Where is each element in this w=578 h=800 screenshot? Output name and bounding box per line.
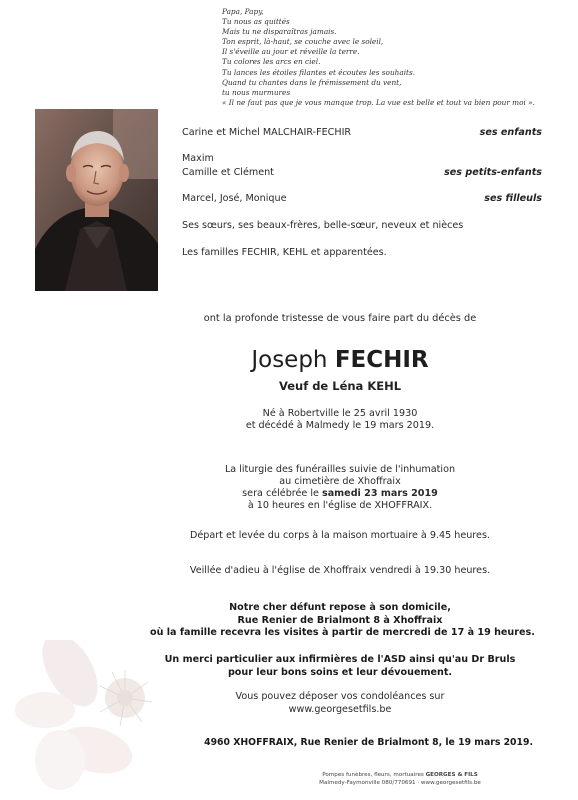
announcement-intro: ont la profonde tristesse de vous faire part du décès de — [203, 313, 477, 324]
deceased-surname: FECHIR — [334, 347, 429, 373]
poem-line: Quand tu chantes dans le frémissement du vent, — [222, 77, 402, 87]
footer-contact: Malmedy-Faymonville 080/770691 · www.georgesetfils.be — [319, 780, 481, 786]
portrait-photo — [35, 109, 158, 291]
funeral-line — [150, 488, 530, 500]
visitation-line: Rue Renier de Brialmont 8 à Xhoffraix — [237, 614, 443, 626]
poem-line: Papa, Papy, — [222, 7, 264, 16]
visitation-line: où la famille recevra les visites à partir de mercredi de 17 à 19 heures. — [150, 627, 535, 638]
deceased-spouse: Veuf de Léna KEHL — [278, 379, 402, 393]
departure-info: Départ et levée du corps à la maison mortuaire à 9.45 heures. — [189, 530, 490, 541]
death-line: et décédé à Malmedy le 19 mars 2019. — [245, 420, 435, 431]
footer-company: GEORGES & FILS — [425, 772, 478, 778]
visitation-info — [150, 602, 535, 640]
birth-line: Né à Robertville le 25 avril 1930 — [262, 408, 418, 419]
vigil-info: Veillée d'adieu à l'église de Xhoffraix vendredi à 19.30 heures. — [189, 565, 491, 576]
family-children-relation: ses enfants — [479, 127, 542, 138]
footer-services: Pompes funèbres, fleurs, mortuaires — [322, 772, 426, 778]
family-godchildren-relation: ses filleuls — [484, 193, 542, 204]
condolences-info — [150, 690, 530, 716]
poem-line: Tu nous as quittés — [222, 17, 290, 27]
poem-line: tu nous murmures — [222, 87, 291, 97]
family-godchildren-names: Marcel, José, Monique — [182, 193, 287, 204]
thanks-line: pour leur bons soins et leur dévouement. — [227, 666, 453, 678]
birth-death-info — [150, 408, 530, 432]
funeral-home-footer — [290, 771, 510, 787]
funeral-line: La liturgie des funérailles suivie de l'inhumation — [224, 464, 456, 475]
visitation-line: Notre cher défunt repose à son domicile, — [229, 602, 451, 613]
family-grandchildren-relation: ses petits-enfants — [444, 167, 542, 178]
poem-line: Tu colores les arcs en ciel. — [222, 57, 321, 67]
flower-decoration — [0, 640, 200, 800]
poem-line: Mais tu ne disparaîtras jamais. — [222, 27, 337, 37]
deceased-name — [150, 347, 530, 373]
thanks-message — [150, 654, 530, 679]
poem — [222, 7, 567, 108]
footer-line — [290, 771, 510, 779]
thanks-line: Un merci particulier aux infirmières de l'ASD ainsi qu'au Dr Bruls — [164, 654, 516, 665]
family-relatives: Les familles FECHIR, KEHL et apparentées. — [182, 247, 387, 258]
poem-line: Ton esprit, là-haut, se couche avec le soleil, — [222, 37, 384, 47]
condolences-website-link[interactable]: www.georgesetfils.be — [288, 704, 392, 715]
poem-line: Il s'éveille au jour et réveille la terre. — [222, 47, 360, 57]
funeral-line: au cimetière de Xhoffraix — [279, 476, 401, 487]
condolences-line: Vous pouvez déposer vos condoléances sur — [235, 691, 445, 702]
deceased-first-name: Joseph — [251, 347, 335, 373]
family-siblings: Ses sœurs, ses beaux-frères, belle-sœur, neveux et nièces — [182, 220, 464, 231]
family-grandchildren-names: Camille et Clément — [182, 167, 274, 178]
signoff-address-date: 4960 XHOFFRAIX, Rue Renier de Brialmont 8, le 19 mars 2019. — [204, 737, 533, 748]
funeral-date: samedi 23 mars 2019 — [322, 488, 438, 499]
poem-line: Tu lances les étoiles filantes et écoutes les souhaits. — [222, 67, 416, 77]
funeral-date-prefix: sera célébrée le — [242, 488, 322, 499]
funeral-line: à 10 heures en l'église de XHOFFRAIX. — [247, 500, 433, 511]
poem-line: « Il ne faut pas que je vous manque trop. La vue est belle et tout va bien pour moi ». — [222, 97, 535, 107]
funeral-info — [150, 464, 530, 512]
family-grandchild-name: Maxim — [182, 153, 214, 164]
family-children-names: Carine et Michel MALCHAIR-FECHIR — [182, 127, 352, 138]
